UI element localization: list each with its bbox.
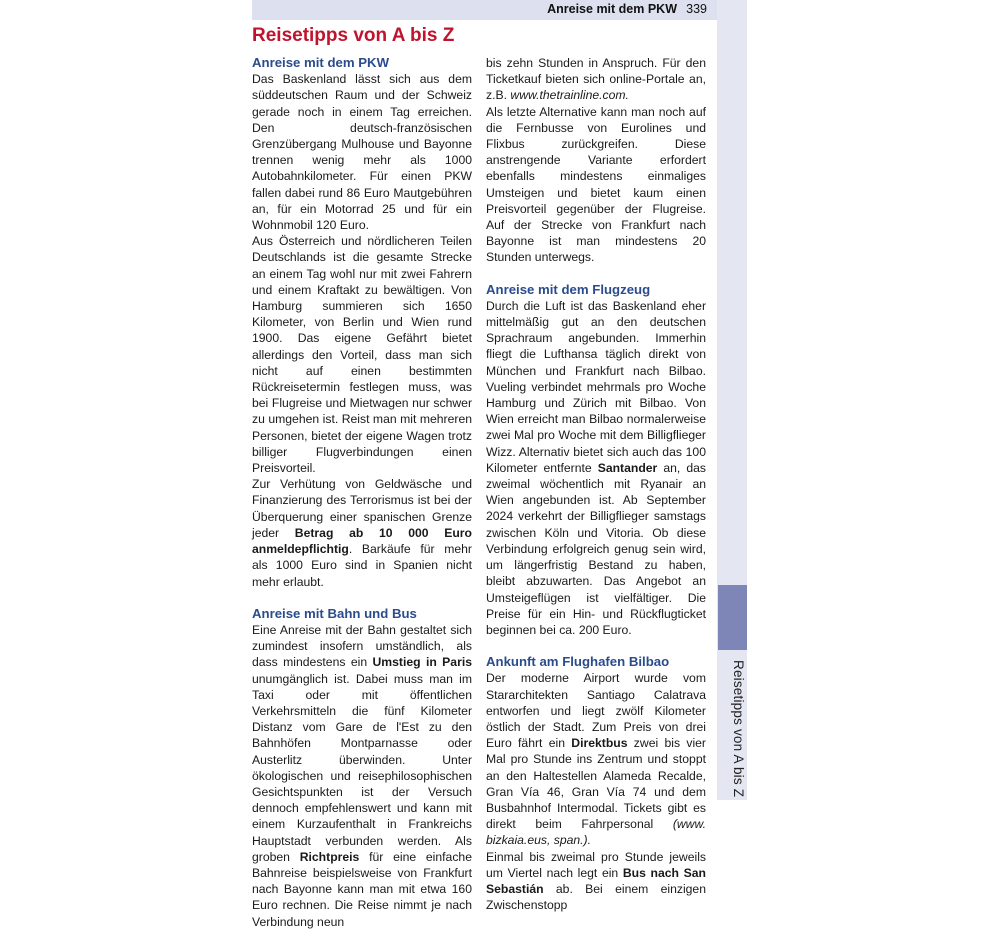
text: bis zehn Stunden in Anspruch. Für den Ticketkauf bieten sich online-Portale an, z.B. xyxy=(486,56,706,103)
right-column xyxy=(486,55,706,913)
text: Der moderne Airport wurde vom Stararchitekten Santiago Calatrava entworfen und liegt zwölf Kilometer östlich der Stadt. Zum Preis von drei Euro fährt ein xyxy=(486,671,706,751)
bold-text: Umstieg in Paris xyxy=(372,655,472,670)
bold-text: Richtpreis xyxy=(299,849,360,864)
bold-text: Bus nach San Sebastián xyxy=(486,865,707,896)
chapter-tab-marker xyxy=(718,585,747,650)
bold-text: Betrag ab 10 000 Euro anmeldepflichtig xyxy=(252,525,472,557)
text: Eine Anreise mit der Bahn gestaltet sich zumindest insofern umständlich, als dass mindestens ein xyxy=(252,622,472,670)
link-text: (www. bizkaia.eus, span.). xyxy=(486,817,706,848)
text: . Barkäufe für mehr als 1000 Euro sind in Spanien nicht mehr erlaubt. xyxy=(252,542,472,589)
paragraph xyxy=(252,622,472,930)
heading-anreise-flugzeug: Anreise mit dem Flugzeug xyxy=(486,281,651,297)
paragraph: Das Baskenland lässt sich aus dem süddeutschen Raum und der Schweiz gerade noch in einem Tag erreichen. Den deutsch-französischen Grenzübergang Mulhouse und Bayonne trennen wenig mehr als 1000 Autobahnkilometer. Für einen PKW fallen dabei rund 86 Euro Mautgebühren an, für ein Motorrad 25 und für ein Wohnmobil 120 Euro. xyxy=(252,72,472,233)
running-header xyxy=(252,0,717,20)
bold-text: Direktbus xyxy=(571,736,628,751)
paragraph xyxy=(486,55,706,104)
text: zwei bis vier Mal pro Stunde ins Zentrum und stoppt an den Haltestellen Alameda Recalde, Gran Vía 46, Gran Vía 74 und dem Busbahnhof Intermodal. Tickets gibt es direkt beim Fahrpersonal xyxy=(486,736,706,832)
paragraph xyxy=(486,849,706,914)
heading-anreise-pkw: Anreise mit dem PKW xyxy=(252,55,390,70)
side-chapter-label: Reisetipps von A bis Z xyxy=(731,660,746,798)
paragraph: Als letzte Alternative kann man noch auf die Fernbusse von Eurolines und Flixbus zurückgreifen. Diese anstrengende Variante erfordert ebenfalls mindestens einmaliges Umsteigen und bietet kaum einen Preisvorteil gegenüber der Flugreise. Auf der Strecke von Frankfurt nach Bayonne ist man mindestens 20 Stunden unterwegs. xyxy=(486,104,706,265)
text: Einmal bis zweimal pro Stunde jeweils um Viertel nach legt ein xyxy=(486,849,706,880)
paragraph: Aus Österreich und nördlicheren Teilen Deutschlands ist die gesamte Strecke an einem Tag wohl nur mit zwei Fahrern und einem Kraftakt zu bewältigen. Von Hamburg summieren sich 1650 Kilometer, von Berlin und Wien rund 1900. Das eigene Gefährt bietet allerdings den Vorteil, dass man sich nicht auf einen bestimmten Rückreisetermin festlegen muss, was bei Flugreise und Mietwagen nur schwer zu umgehen ist. Reist man mit mehreren Personen, bietet der eigene Wagen trotz billiger Flugverbindungen einen Preisvorteil. xyxy=(252,234,472,476)
text: Durch die Luft ist das Baskenland eher mittelmäßig gut an den deutschen Sprachraum angebunden. Immerhin fliegt die Lufthansa täglich direkt von München und Frankfurt nach Bilbao. Vueling verbindet mehrmals pro Woche Hamburg und Zürich mit Bilbao. Von Wien erreicht man Bilbao normalerweise zwei Mal pro Woche mit dem Billigflieger Wizz. Alternativ bietet sich auch das 100 Kilometer entfernte xyxy=(486,298,706,475)
paragraph xyxy=(486,670,706,848)
text: ab. Bei einem einzigen Zwischenstopp xyxy=(486,881,706,913)
text: an, das zweimal wöchentlich mit Ryanair an Wien angebunden ist. Ab September 2024 verkehrt der Billigflieger samstags zwischen Köln und Vitoria. Ob diese Verbindung erfolgreich genug sein wird, um längerfristig Bestand zu haben, bleibt abzuwarten. Das Angebot an Umsteigeflügen ist vielfältiger. Die Preise für ein Hin- und Rückflugticket beginnen bei ca. 200 Euro. xyxy=(486,460,706,637)
paragraph xyxy=(486,298,706,638)
chapter-title: Reisetipps von A bis Z xyxy=(252,25,455,46)
bold-text: Santander xyxy=(597,460,658,475)
left-column xyxy=(252,55,472,930)
heading-anreise-bahn-bus: Anreise mit Bahn und Bus xyxy=(252,605,417,621)
text: unumgänglich ist. Dabei muss man im Taxi oder mit öffentlichen Verkehrsmitteln die fünf Kilometer Distanz vom Gare de l'Est zu den Bahnhöfen Montparnasse oder Austerlitz überwinden. Unter ökologischen und reisephilosophischen Gesichtspunkten ist der Versuch dennoch empfehlenswert und kann mit einem Kurzaufenthalt in Frankreichs Hauptstadt verbunden werden. Als groben xyxy=(252,671,472,864)
text: für eine einfache Bahnreise beispielsweise von Frankfurt nach Bayonne kann man mit etwa 160 Euro rechnen. Die Reise nimmt je nach Verbindung neun xyxy=(252,849,472,929)
link-text: www.thetrainline.com. xyxy=(510,88,629,103)
text: Zur Verhütung von Geldwäsche und Finanzierung des Terrorismus ist bei der Überquerung einer spanischen Grenze jeder xyxy=(252,477,472,540)
paragraph xyxy=(252,476,472,589)
running-title: Anreise mit dem PKW xyxy=(547,2,677,16)
heading-ankunft-flughafen: Ankunft am Flughafen Bilbao xyxy=(486,654,670,670)
page-number: 339 xyxy=(686,2,707,16)
